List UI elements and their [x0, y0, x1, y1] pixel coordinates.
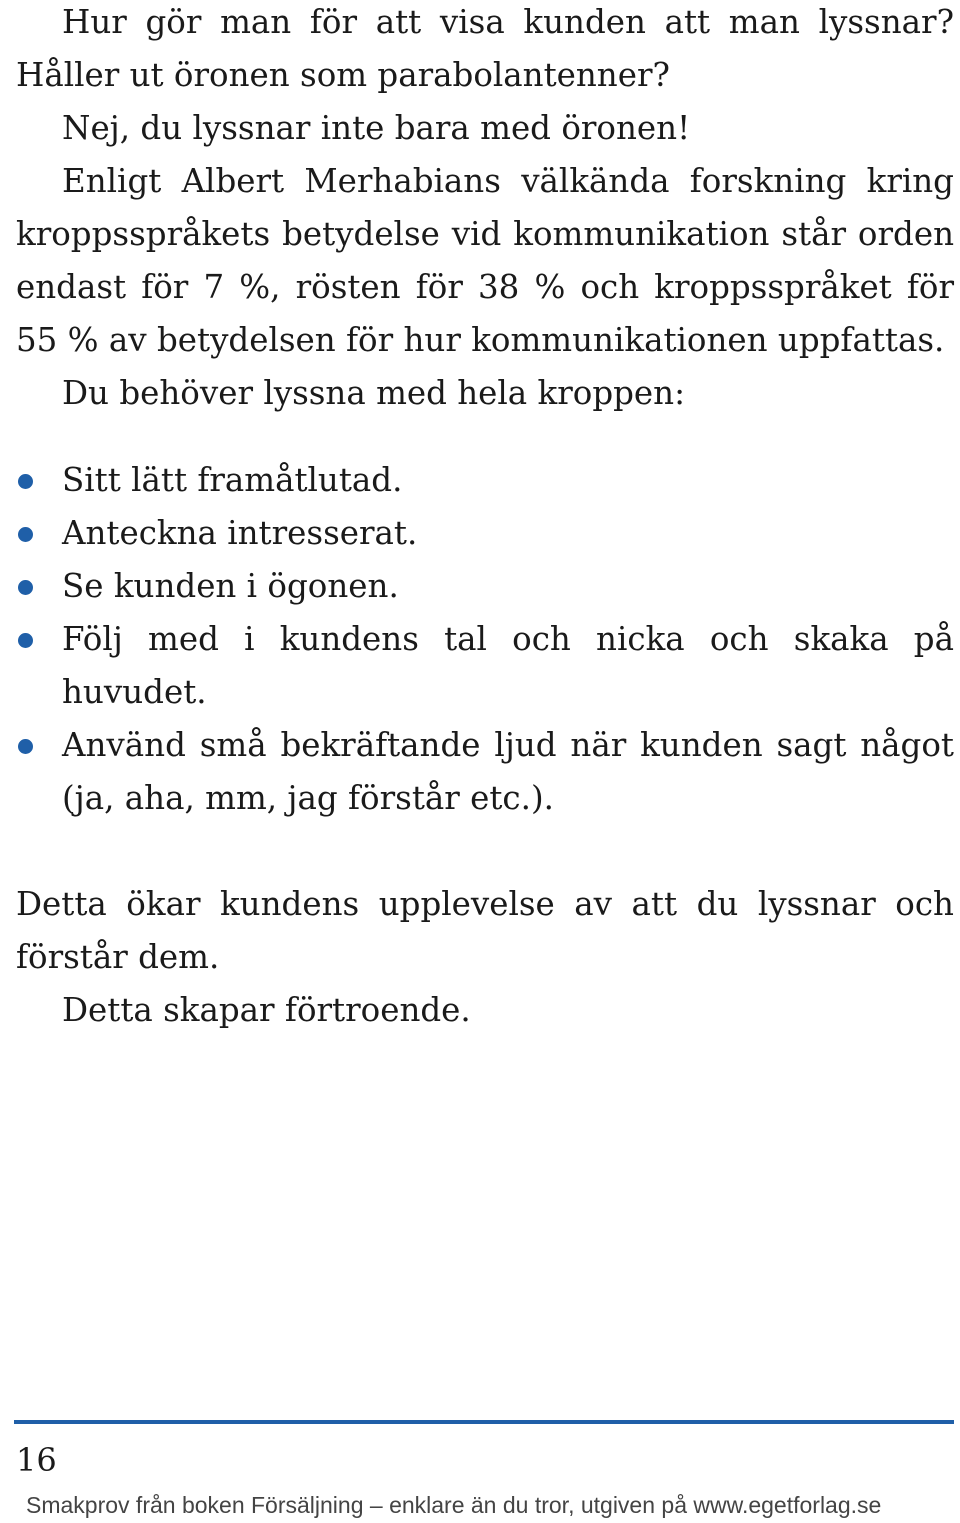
footer-text: Smakprov från boken Försäljning – enklare än du tror, utgiven på www.egetforlag.se: [26, 1492, 882, 1518]
list-item: [16, 560, 954, 613]
paragraph-trust: Detta skapar förtroende.: [62, 991, 471, 1029]
list-item: [16, 613, 954, 719]
bullet-list: [16, 454, 954, 825]
list-item-text: Sitt lätt framåtlutad.: [62, 461, 403, 499]
paragraph-research: Enligt Albert Merhabians välkända forskning kring kroppsspråkets betydelse vid kommunikation står orden endast för 7 %, rösten för 38 % och kroppsspråket för 55 % av betydelsen för hur kommunikationen uppfattas.: [16, 162, 954, 359]
bullet-dot-icon: [18, 474, 33, 489]
list-item: [16, 507, 954, 560]
page-number: 16: [16, 1441, 57, 1479]
paragraph-experience: Detta ökar kundens upplevelse av att du lyssnar och förstår dem.: [16, 885, 954, 976]
bullet-dot-icon: [18, 739, 33, 754]
paragraph-spacer: [16, 825, 954, 878]
paragraph-question: Hur gör man för att visa kunden att man lyssnar? Håller ut öronen som parabolantenner?: [16, 3, 954, 94]
list-item-text: Följ med i kundens tal och nicka och skaka på huvudet.: [62, 620, 954, 711]
paragraph-not-only-ears: Nej, du lyssnar inte bara med öronen!: [62, 109, 691, 147]
bullet-dot-icon: [18, 527, 33, 542]
bullet-dot-icon: [18, 580, 33, 595]
list-item-text: Se kunden i ögonen.: [62, 567, 399, 605]
list-item-text: Använd små bekräftande ljud när kunden sagt något (ja, aha, mm, jag förstår etc.).: [62, 726, 954, 817]
list-item-text: Anteckna intresserat.: [62, 514, 418, 552]
bullet-dot-icon: [18, 633, 33, 648]
list-item: [16, 719, 954, 825]
paragraph-listen-whole-body: Du behöver lyssna med hela kroppen:: [62, 374, 686, 412]
page-body: [16, 0, 954, 1037]
list-item: [16, 454, 954, 507]
footer-divider: [14, 1420, 954, 1424]
